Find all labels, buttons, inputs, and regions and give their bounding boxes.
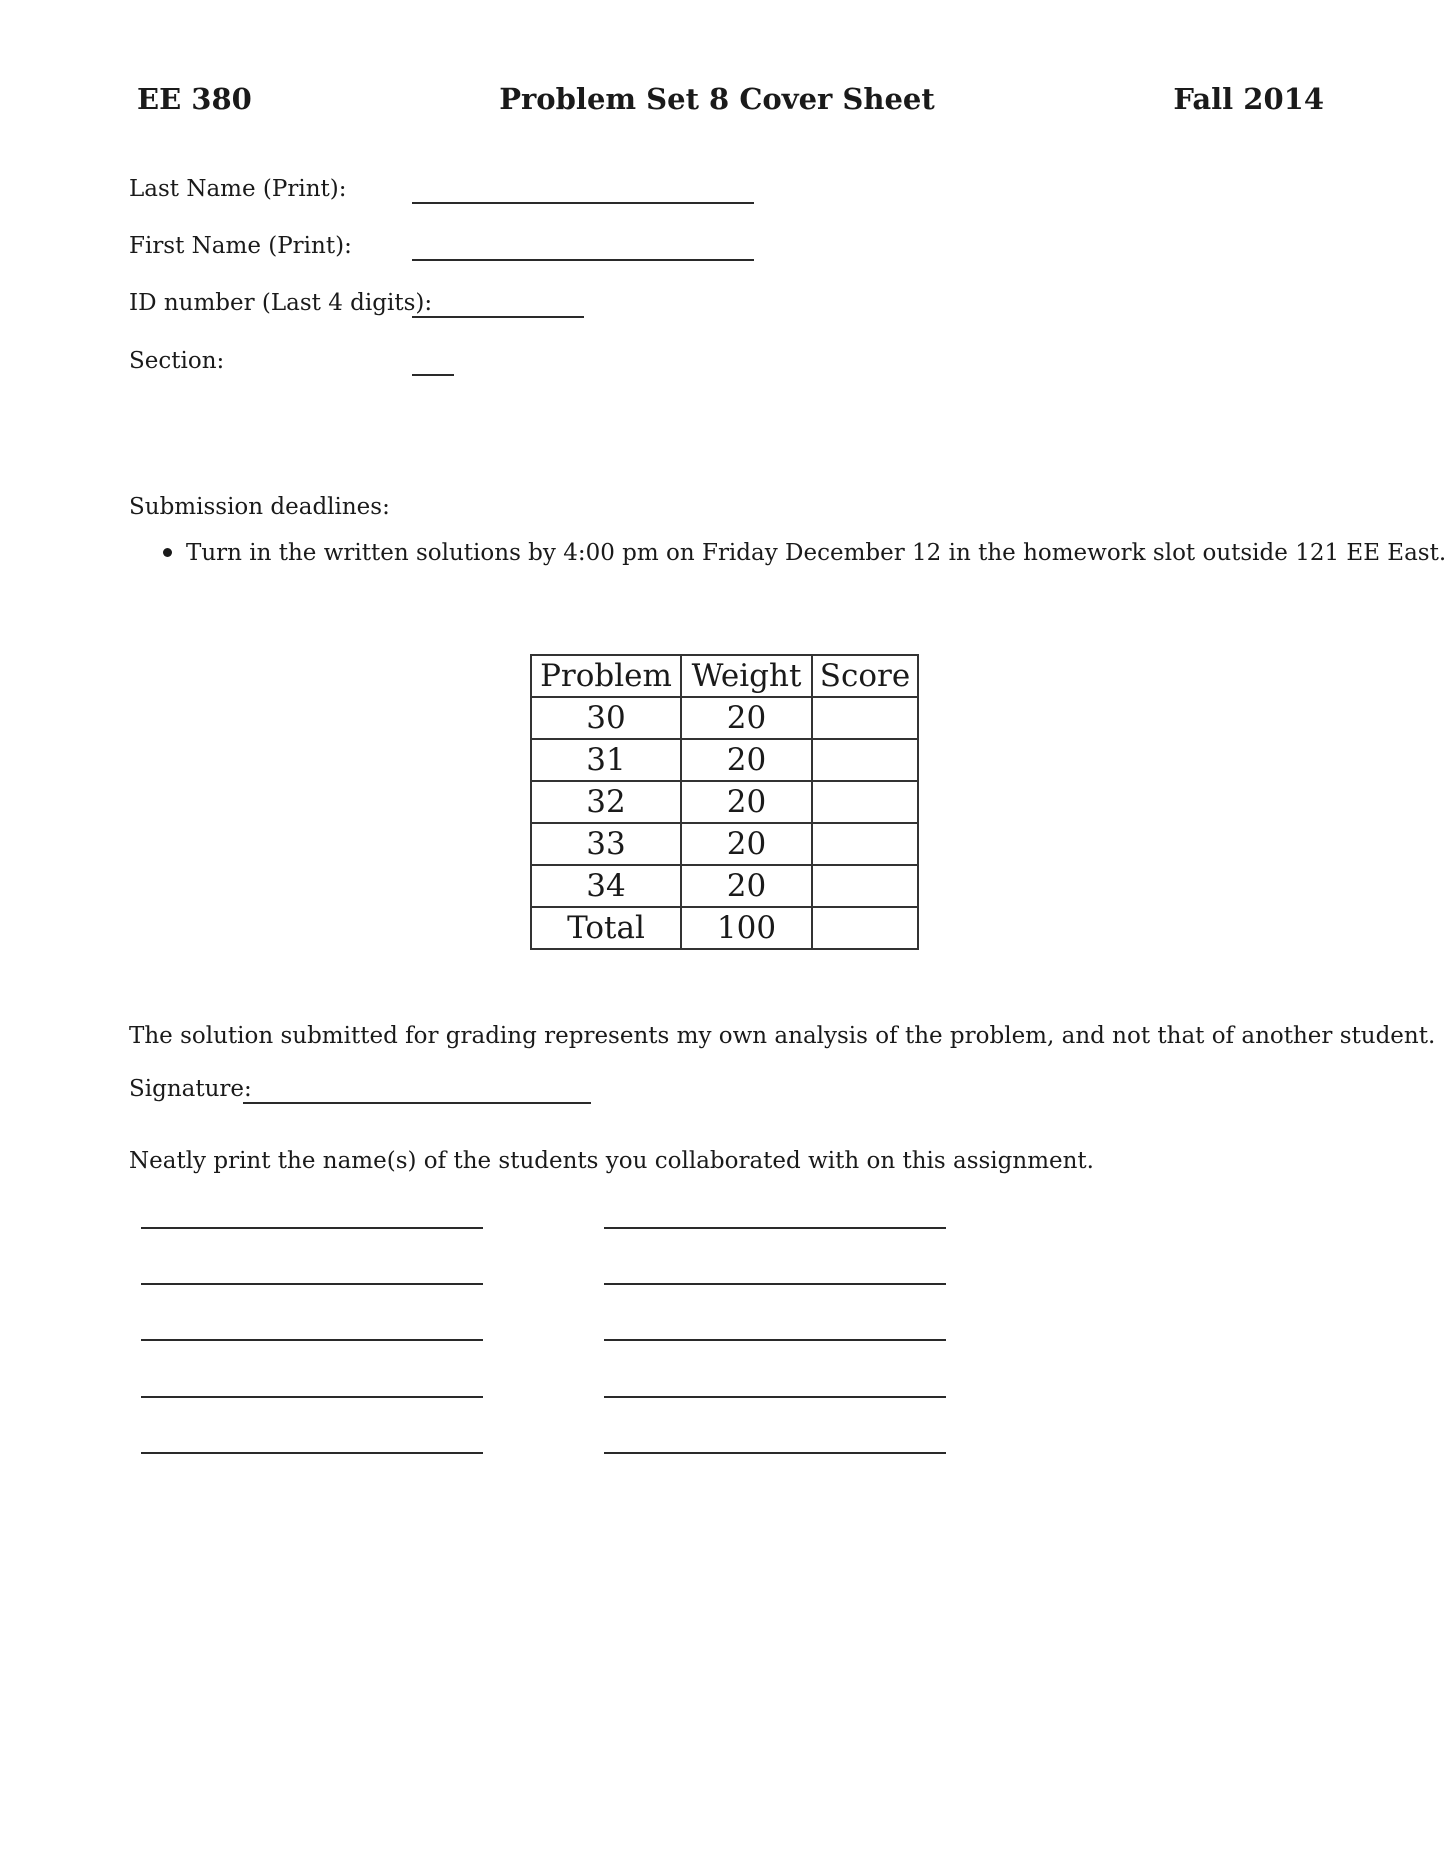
honor-statement: The solution submitted for grading represents my own analysis of the problem, and not that of another student.: [129, 1023, 1436, 1049]
submission-heading: Submission deadlines:: [129, 494, 390, 520]
cell-score[interactable]: [812, 781, 918, 823]
collaborator-field[interactable]: [604, 1339, 946, 1341]
cell-weight: 20: [681, 697, 812, 739]
cell-problem: 32: [531, 781, 681, 823]
header-weight: Weight: [681, 655, 812, 697]
collaborator-field[interactable]: [141, 1396, 483, 1398]
id-number-label: ID number (Last 4 digits):: [129, 290, 433, 316]
collaborator-field[interactable]: [141, 1227, 483, 1229]
cell-weight: 20: [681, 865, 812, 907]
cell-weight: 20: [681, 739, 812, 781]
cell-total-weight: 100: [681, 907, 812, 949]
cell-score[interactable]: [812, 865, 918, 907]
section-field[interactable]: [412, 374, 454, 376]
table-row: [531, 697, 918, 739]
collaborator-field[interactable]: [604, 1283, 946, 1285]
cell-problem: 33: [531, 823, 681, 865]
submission-item-text: Turn in the written solutions by 4:00 pm on Friday December 12 in the homework slot outside 121 EE East.: [186, 540, 1447, 566]
id-number-field[interactable]: [412, 316, 584, 318]
header-score: Score: [812, 655, 918, 697]
header-problem: Problem: [531, 655, 681, 697]
cell-total-label: Total: [531, 907, 681, 949]
table-row: [531, 781, 918, 823]
collaborator-field[interactable]: [604, 1396, 946, 1398]
course-code: EE 380: [137, 82, 252, 116]
last-name-label: Last Name (Print):: [129, 176, 347, 202]
last-name-field[interactable]: [412, 202, 754, 204]
table-header-row: [531, 655, 918, 697]
page-title: Problem Set 8 Cover Sheet: [499, 82, 935, 116]
signature-field[interactable]: [243, 1102, 591, 1104]
collaborator-field[interactable]: [141, 1339, 483, 1341]
table-row: [531, 823, 918, 865]
table-total-row: [531, 907, 918, 949]
signature-label: Signature:: [129, 1076, 252, 1102]
section-label: Section:: [129, 348, 225, 374]
cell-problem: 34: [531, 865, 681, 907]
cell-score[interactable]: [812, 739, 918, 781]
cell-total-score[interactable]: [812, 907, 918, 949]
cell-problem: 31: [531, 739, 681, 781]
first-name-label: First Name (Print):: [129, 233, 352, 259]
cell-weight: 20: [681, 781, 812, 823]
collaborator-field[interactable]: [141, 1452, 483, 1454]
collaborators-prompt: Neatly print the name(s) of the students you collaborated with on this assignment.: [129, 1148, 1094, 1174]
first-name-field[interactable]: [412, 259, 754, 261]
cell-score[interactable]: [812, 823, 918, 865]
cell-problem: 30: [531, 697, 681, 739]
score-table: [530, 654, 919, 950]
collaborator-field[interactable]: [604, 1227, 946, 1229]
collaborator-field[interactable]: [604, 1452, 946, 1454]
table-row: [531, 865, 918, 907]
bullet-icon: [163, 548, 172, 557]
cell-weight: 20: [681, 823, 812, 865]
submission-item: [163, 540, 1446, 566]
term-label: Fall 2014: [1173, 82, 1324, 116]
collaborator-field[interactable]: [141, 1283, 483, 1285]
table-row: [531, 739, 918, 781]
cell-score[interactable]: [812, 697, 918, 739]
